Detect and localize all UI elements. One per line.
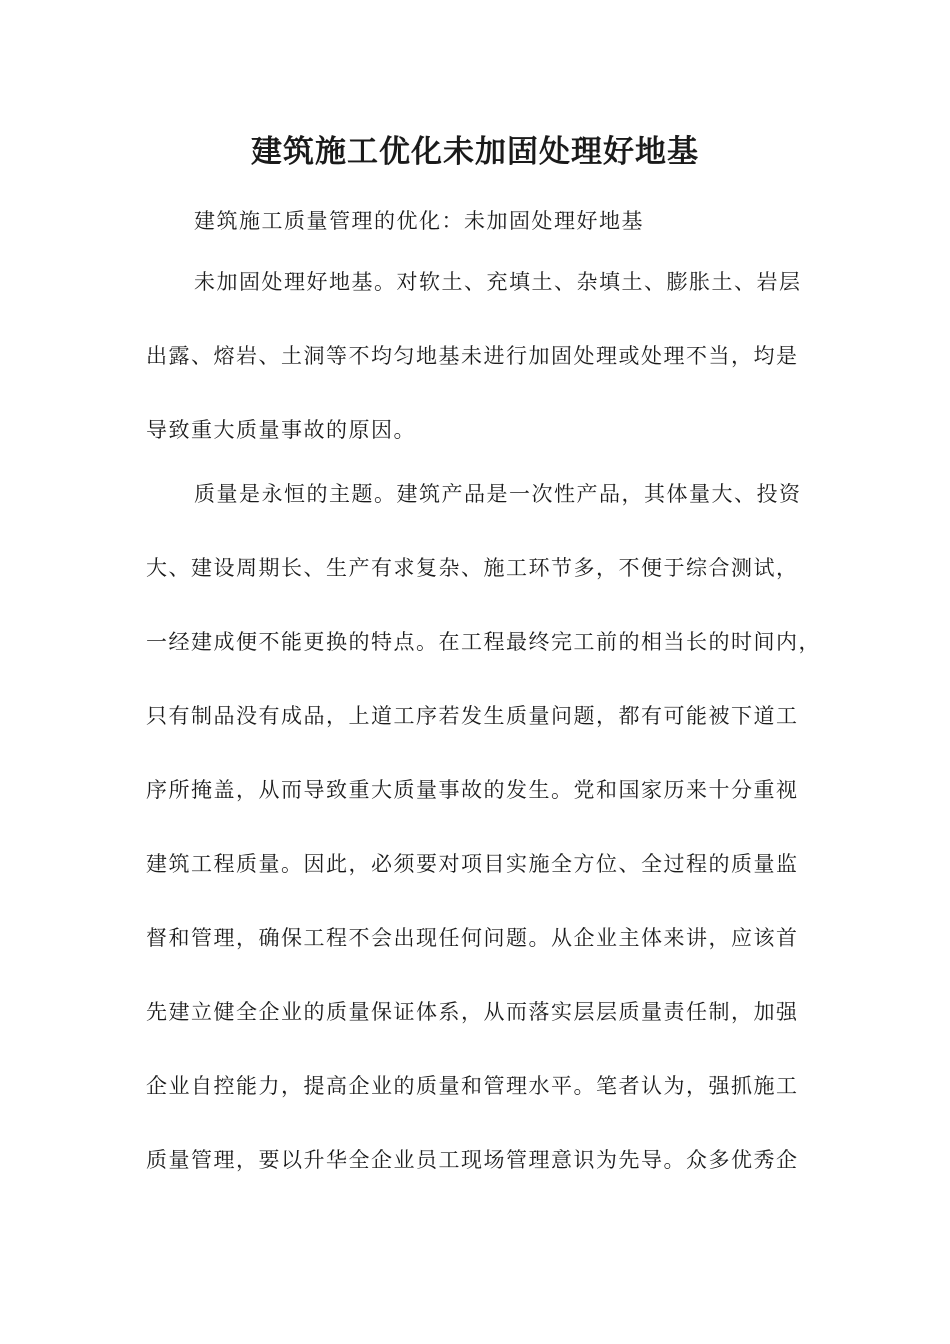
text-line: 序所掩盖，从而导致重大质量事故的发生。党和国家历来十分重视 — [146, 778, 799, 802]
text-line: 质量管理，要以升华全企业员工现场管理意识为先导。众多优秀企 — [146, 1148, 799, 1172]
text-line: 未加固处理好地基。对软土、充填土、杂填土、膨胀土、岩层 — [194, 270, 802, 294]
document-title: 建筑施工优化未加固处理好地基 — [251, 134, 699, 170]
document-subtitle: 建筑施工质量管理的优化：未加固处理好地基 — [194, 209, 644, 233]
text-line: 企业自控能力，提高企业的质量和管理水平。笔者认为，强抓施工 — [146, 1074, 799, 1098]
text-line: 只有制品没有成品，上道工序若发生质量问题，都有可能被下道工 — [146, 704, 799, 728]
text-line: 质量是永恒的主题。建筑产品是一次性产品，其体量大、投资 — [194, 482, 802, 506]
text-line: 督和管理，确保工程不会出现任何问题。从企业主体来讲，应该首 — [146, 926, 799, 950]
text-line: 先建立健全企业的质量保证体系，从而落实层层质量责任制，加强 — [146, 1000, 799, 1024]
text-line: 一经建成便不能更换的特点。在工程最终完工前的相当长的时间内， — [146, 630, 821, 654]
text-line: 大、建设周期长、生产有求复杂、施工环节多，不便于综合测试， — [146, 556, 799, 580]
text-line: 出露、熔岩、土洞等不均匀地基未进行加固处理或处理不当，均是 — [146, 344, 799, 368]
text-line: 建筑工程质量。因此，必须要对项目实施全方位、全过程的质量监 — [146, 852, 799, 876]
text-line: 导致重大质量事故的原因。 — [146, 418, 416, 442]
